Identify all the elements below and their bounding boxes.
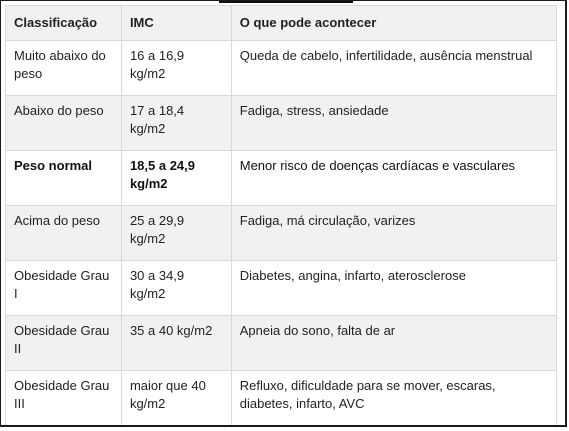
table-row [6,261,557,316]
cell-classificacao: Obesidade Grau II [6,316,122,371]
cell-classificacao: Abaixo do peso [6,96,122,151]
cell-efeitos: Diabetes, angina, infarto, aterosclerose [231,261,556,316]
cell-imc: 17 a 18,4 kg/m2 [121,96,231,151]
table-header-row [6,6,557,41]
cell-imc: 18,5 a 24,9 kg/m2 [121,151,231,206]
cell-efeitos: Fadiga, má circulação, varizes [231,206,556,261]
header-classificacao: Classificação [6,6,122,41]
cell-classificacao: Peso normal [6,151,122,206]
cell-imc: maior que 40 kg/m2 [121,371,231,427]
table-row [6,316,557,371]
cell-imc: 35 a 40 kg/m2 [121,316,231,371]
cell-classificacao: Muito abaixo do peso [6,41,122,96]
cell-classificacao: Obesidade Grau III [6,371,122,427]
cell-classificacao: Obesidade Grau I [6,261,122,316]
table-row [6,206,557,261]
cell-imc: 16 a 16,9 kg/m2 [121,41,231,96]
header-efeitos: O que pode acontecer [231,6,556,41]
cell-imc: 25 a 29,9 kg/m2 [121,206,231,261]
table-row [6,41,557,96]
table-row [6,371,557,427]
top-edge-bar [219,1,353,3]
cell-efeitos: Refluxo, dificuldade para se mover, escaras, diabetes, infarto, AVC [231,371,556,427]
cell-imc: 30 a 34,9 kg/m2 [121,261,231,316]
bmi-classification-table [5,5,557,427]
cell-efeitos: Apneia do sono, falta de ar [231,316,556,371]
header-imc: IMC [121,6,231,41]
cell-efeitos: Fadiga, stress, ansiedade [231,96,556,151]
cell-efeitos: Menor risco de doenças cardíacas e vasculares [231,151,556,206]
table-row-highlighted [6,151,557,206]
cell-classificacao: Acima do peso [6,206,122,261]
cell-efeitos: Queda de cabelo, infertilidade, ausência menstrual [231,41,556,96]
table-row [6,96,557,151]
